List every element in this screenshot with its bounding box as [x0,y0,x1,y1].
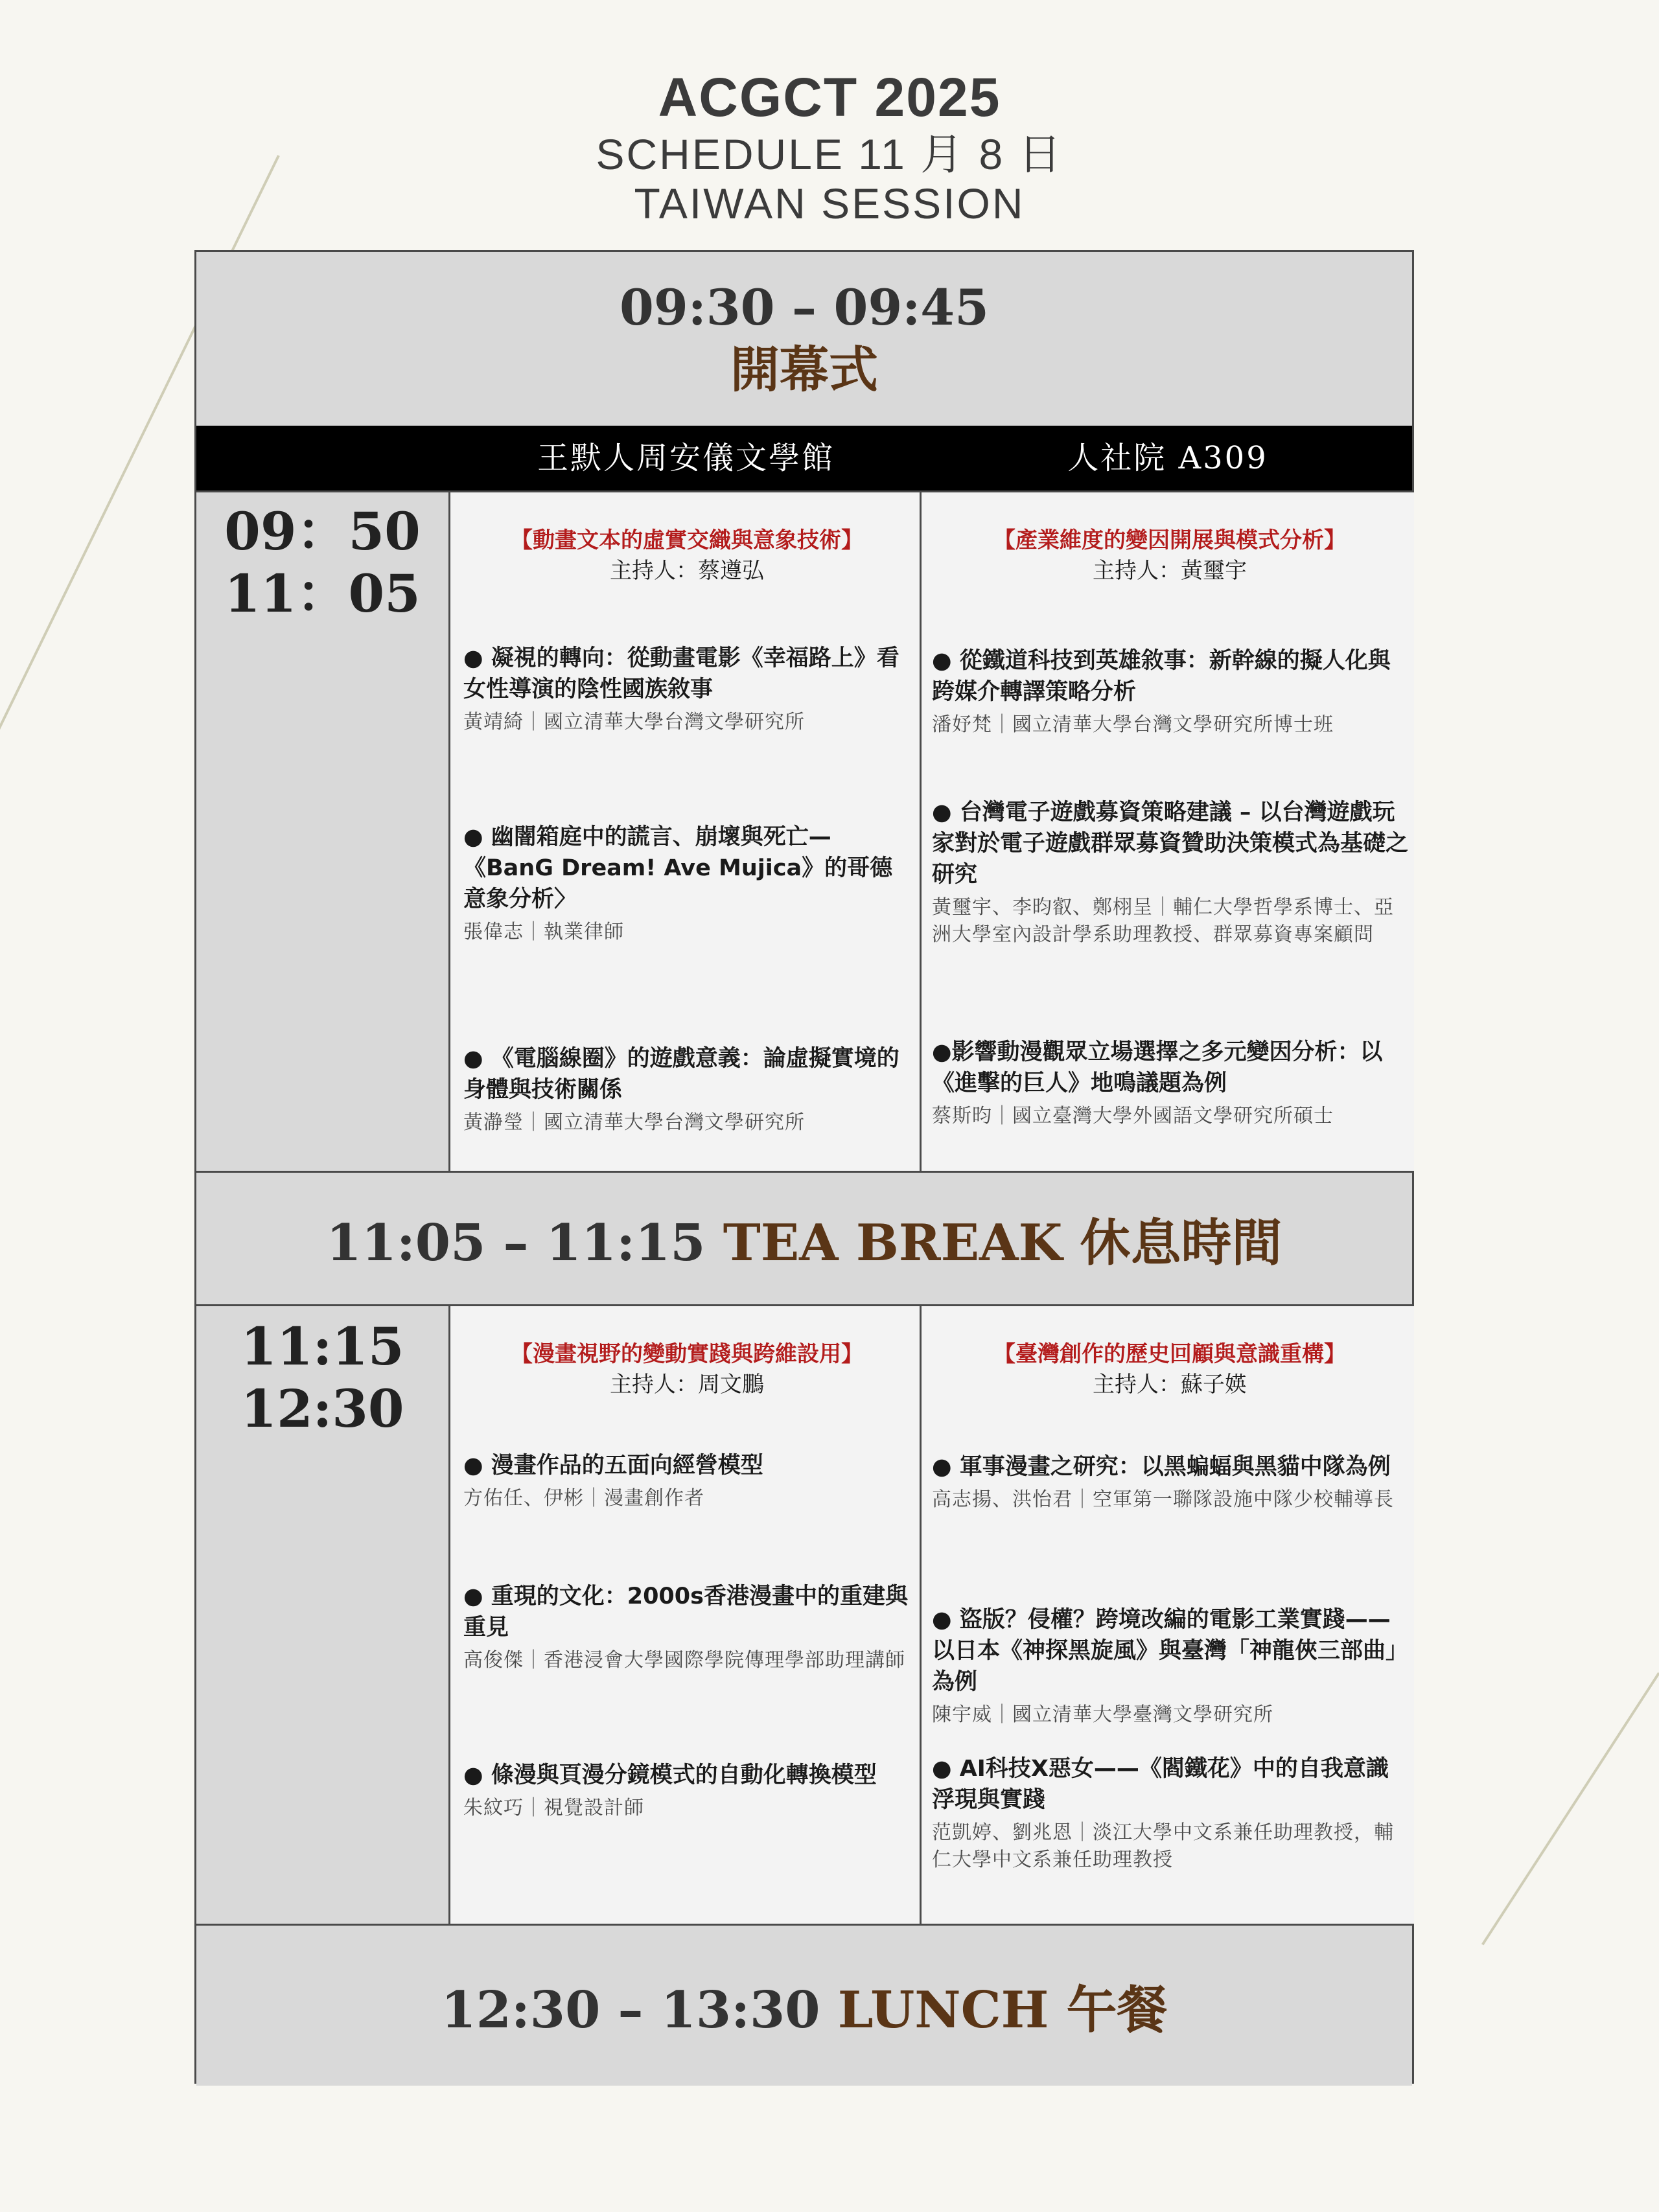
opening-label: 開幕式 [730,341,878,398]
paper-item [932,1604,1410,1729]
panel-moderator: 主持人：蔡遵弘 [610,558,764,584]
paper-item [463,1043,914,1136]
lunch-label: LUNCH 午餐 [837,1980,1168,2040]
session-1-row [196,490,1412,1171]
paper-item [463,1581,914,1674]
paper-item [932,797,1410,949]
session-1-panel-1 [450,492,922,1171]
paper-author: 黃靖綺｜國立清華大學台灣文學研究所 [463,711,805,733]
session-2-start: 11:15 [240,1316,404,1377]
session-2-row [196,1304,1412,1924]
panel-title: 【臺灣創作的歷史回顧與意識重構】 [993,1341,1346,1367]
panel-moderator: 主持人：周文鵬 [610,1372,764,1398]
session-2-panel-2 [922,1306,1414,1924]
paper-item [463,643,914,736]
tea-break-label: TEA BREAK 休息時間 [723,1213,1282,1273]
paper-title: ● 台灣電子遊戲募資策略建議 – 以台灣遊戲玩家對於電子遊戲群眾募資贊助決策模式為基礎之研究 [932,800,1409,888]
session-1-time [196,492,450,1171]
paper-title: ● 《電腦線圈》的遊戲意義：論虛擬實境的身體與技術關係 [463,1046,899,1103]
lunch-block [196,1924,1412,2086]
session-2-panel-1 [450,1306,922,1924]
lunch-time: 12:30 – 13:30 [441,1980,820,2040]
paper-title: ● 漫畫作品的五面向經營模型 [463,1453,763,1479]
paper-title: ● 凝視的轉向：從動畫電影《幸福路上》看女性導演的陰性國族敘事 [463,645,899,702]
paper-item [463,822,914,946]
panel-moderator: 主持人：蘇子媖 [1093,1372,1247,1398]
panel-title: 【漫畫視野的變動實踐與跨維設用】 [511,1341,863,1367]
paper-item [932,1451,1410,1514]
schedule-date: SCHEDULE 11 月 8 日 [596,130,1063,178]
session-2-end: 12:30 [240,1378,404,1439]
paper-title: ● 幽闇箱庭中的謊言、崩壞與死亡—《BanG Dream! Ave Mujica》的哥德意象分析〉 [463,824,893,912]
paper-author: 朱紋巧｜視覺設計師 [463,1797,644,1819]
paper-title: ● AI科技X惡女——《閻鐵花》中的自我意識浮現與實踐 [932,1756,1389,1813]
session-1-panel-2 [922,492,1414,1171]
venue-1: 王默人周安儀文學館 [537,440,835,476]
panel-moderator: 主持人：黃璽宇 [1093,558,1247,584]
paper-author: 黃瀞瑩｜國立清華大學台灣文學研究所 [463,1111,805,1134]
schedule-table [194,250,1414,2084]
paper-author: 范凱婷、劉兆恩｜淡江大學中文系兼任助理教授，輔仁大學中文系兼任助理教授 [932,1821,1394,1871]
paper-title: ● 軍事漫畫之研究：以黑蝙蝠與黑貓中隊為例 [932,1454,1391,1480]
opening-time: 09:30 – 09:45 [619,279,990,336]
paper-author: 高志揚、洪怡君｜空軍第一聯隊設施中隊少校輔導長 [932,1488,1394,1511]
page-title: ACGCT 2025 [658,67,1001,128]
paper-author: 高俊傑｜香港浸會大學國際學院傳理學部助理講師 [463,1649,905,1672]
paper-author: 陳宇威｜國立清華大學臺灣文學研究所 [932,1703,1273,1726]
opening-block [196,252,1412,426]
decorative-line-right [1481,1672,1659,1946]
paper-author: 方佑任、伊彬｜漫畫創作者 [463,1487,704,1510]
page-header [0,65,1659,228]
paper-item [932,645,1410,739]
tea-break-time: 11:05 – 11:15 [326,1213,706,1273]
paper-author: 張偉志｜執業律師 [463,921,624,943]
paper-author: 蔡斯昀｜國立臺灣大學外國語文學研究所碩士 [932,1105,1334,1127]
venue-2: 人社院 A309 [1067,440,1268,476]
panel-title: 【動畫文本的虛實交織與意象技術】 [511,527,863,553]
paper-title: ● 盜版？侵權？跨境改編的電影工業實踐——以日本《神探黑旋風》與臺灣「神龍俠三部曲」為例 [932,1607,1409,1695]
paper-item [463,1760,914,1822]
paper-title: ● 條漫與頁漫分鏡模式的自動化轉換模型 [463,1762,877,1788]
venue-header [196,426,1412,490]
paper-title: ● 重現的文化：2000s香港漫畫中的重建與重見 [463,1584,908,1641]
session-name: TAIWAN SESSION [634,179,1025,227]
paper-author: 潘妤梵｜國立清華大學台灣文學研究所博士班 [932,713,1334,736]
paper-author: 黃璽宇、李昀叡、鄭栩呈｜輔仁大學哲學系博士、亞洲大學室內設計學系助理教授、群眾募資專案顧問 [932,896,1394,946]
paper-item [463,1450,914,1512]
paper-item [932,1037,1410,1130]
paper-title: ● 從鐵道科技到英雄敘事：新幹線的擬人化與跨媒介轉譯策略分析 [932,648,1391,705]
paper-item [932,1753,1410,1874]
tea-break-block [196,1171,1412,1304]
session-1-start: 09：50 [224,501,421,562]
panel-title: 【產業維度的變因開展與模式分析】 [993,527,1346,553]
session-2-time [196,1306,450,1924]
paper-title: ●影響動漫觀眾立場選擇之多元變因分析：以《進擊的巨人》地鳴議題為例 [932,1039,1383,1096]
session-1-end: 11：05 [224,563,421,624]
